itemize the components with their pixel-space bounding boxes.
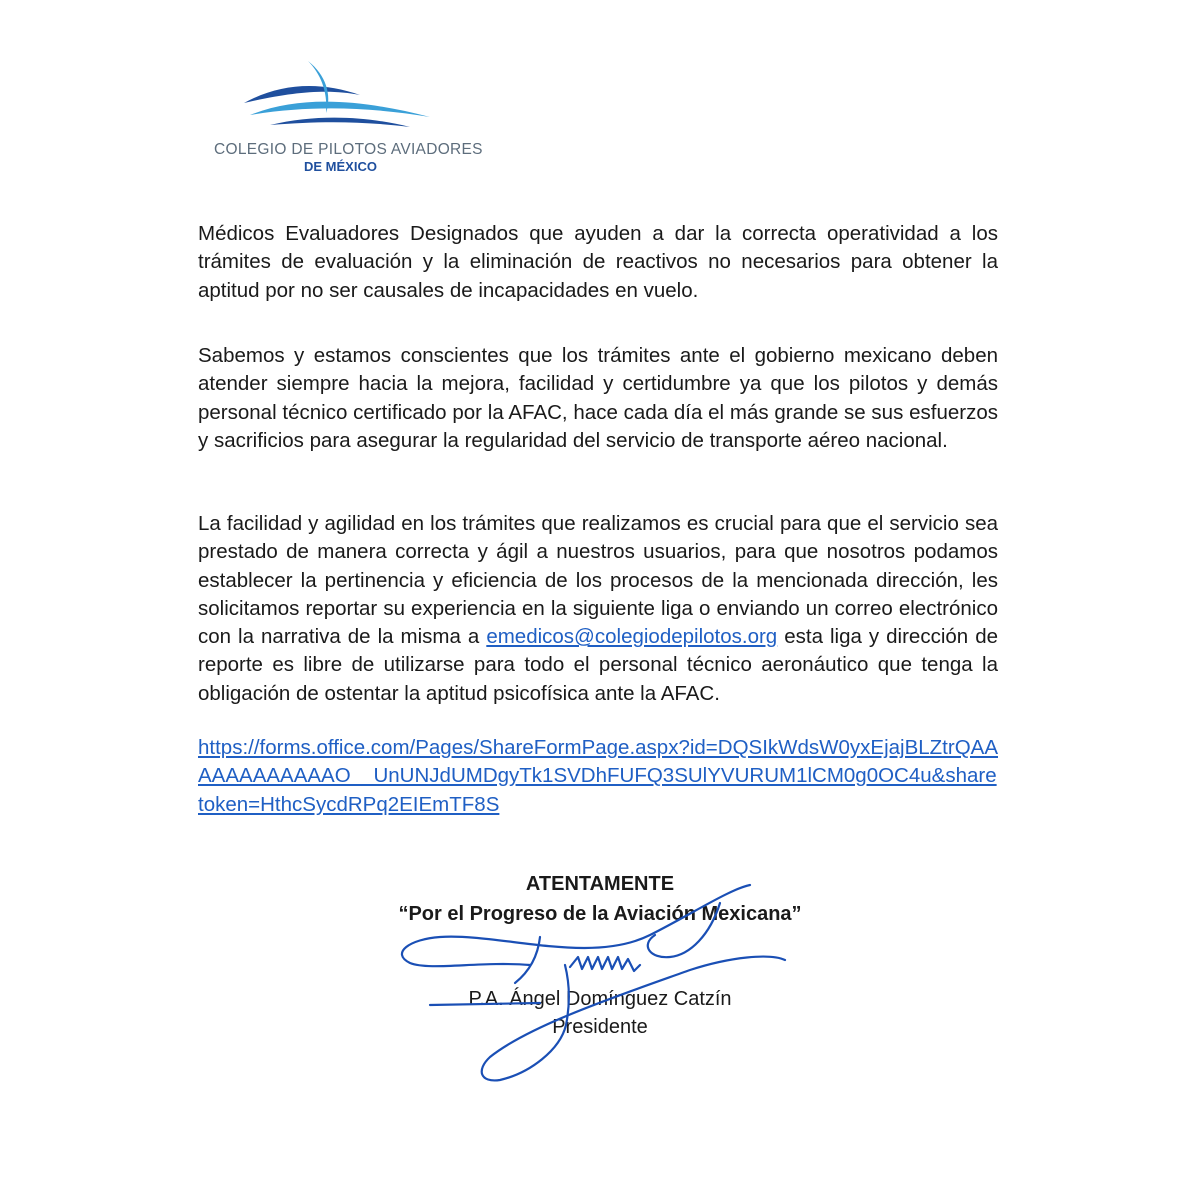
signer-name: P.A. Ángel Domínguez Catzín [468,988,732,1010]
paragraph-3-lead-text: La facilidad y agilidad en los trámites que realizamos es crucial para que el servicio sea prestado de manera correcta y ágil a nuestros usuarios, para que nosotros podamos establecer la pertinencia y eficiencia de los procesos de la mencionada dirección, les solicitamos reportar su experiencia en la siguiente liga o enviando un correo electrónico con la narrativa de la misma a [198,512,998,649]
org-name-line2: DE MÉXICO [304,159,377,174]
signer-title: Presidente [552,1016,648,1038]
form-link[interactable]: https://forms.office.com/Pages/ShareFormPage.aspx?id=DQSIkWdsW0yxEjajBLZtrQAAAAAAAAAAAAO__UnUNJdUMDgyTk1SVDhFUFQ3SUlYVURUM1lCM0g0OC4u&sharetoken=HthcSycdRPq2EIEmTF8S [198,736,998,816]
paragraph-3-tail-text: esta liga y dirección de reporte es libre de utilizarse para todo el personal técnico aeronáutico que tenga la obligación de ostentar la aptitud psicofísica ante la AFAC. [198,625,998,705]
org-name-line1: COLEGIO DE PILOTOS AVIADORES [214,141,483,158]
body-paragraph-2: Sabemos y estamos conscientes que los trámites ante el gobierno mexicano deben atender siempre hacia la mejora, facilidad y certidumbre ya que los pilotos y demás personal técnico certificado por la AFAC, hace cada día el más grande se sus esfuerzos y sacrificios para asegurar la regularidad del servicio de transporte aéreo nacional. [198,344,998,452]
letterhead-logo [200,55,483,185]
body-paragraph-3 [198,510,998,708]
closing-salutation: ATENTAMENTE [525,873,675,895]
email-link[interactable]: emedicos@colegiodepilotos.org [486,625,778,649]
body-paragraph-1: Médicos Evaluadores Designados que ayuden a dar la correcta operatividad a los trámites de evaluación y la eliminación de reactivos no necesarios para obtener la aptitud por no ser causales de incapacidades en vuelo. [198,222,998,302]
closing-motto: “Por el Progreso de la Aviación Mexicana” [398,903,802,925]
wave-logo-icon [240,55,440,140]
